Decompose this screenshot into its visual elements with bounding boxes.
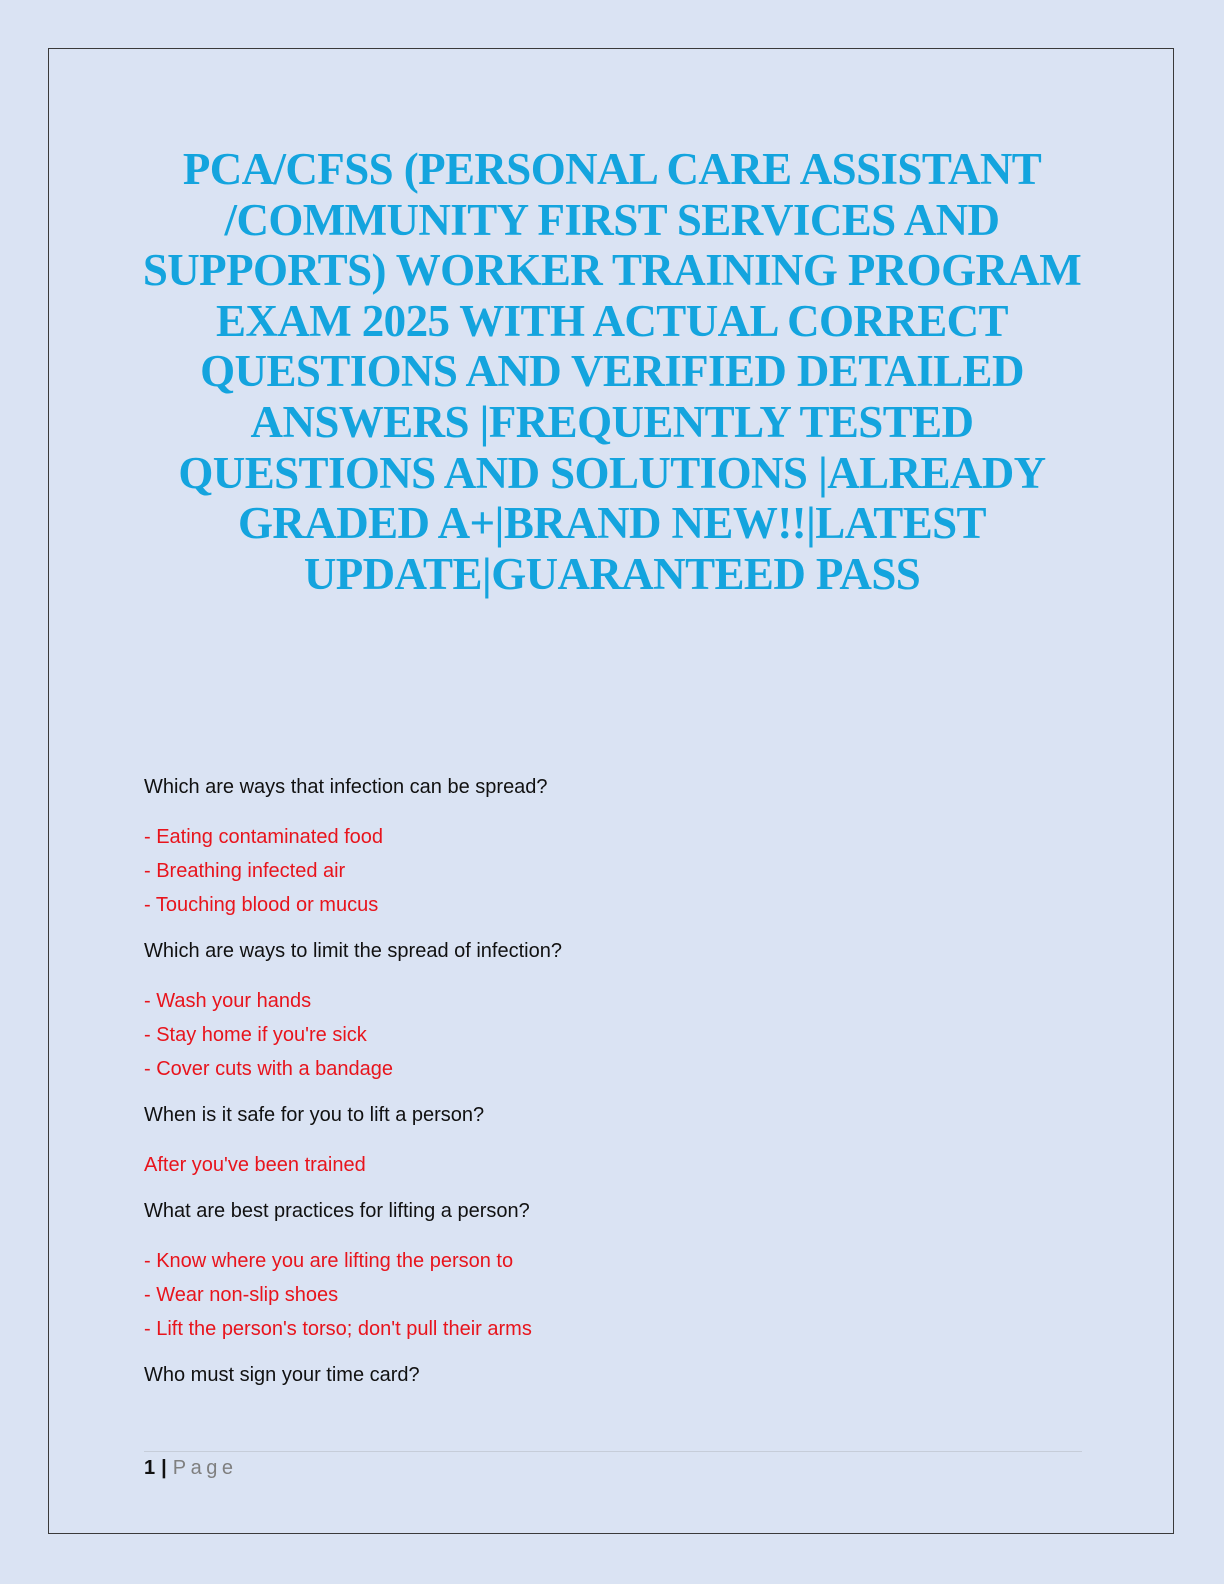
answer-group-3 [144, 1148, 1084, 1182]
answer-item: - Lift the person's torso; don't pull their arms [144, 1318, 532, 1340]
footer-separator: | [161, 1457, 167, 1479]
qa-section [144, 774, 1084, 1412]
answer-item: After you've been trained [144, 1154, 366, 1176]
question-3: When is it safe for you to lift a person? [144, 1104, 485, 1126]
page-number: 1 [144, 1457, 156, 1479]
question-2: Which are ways to limit the spread of infection? [144, 940, 562, 962]
footer-divider [144, 1451, 1082, 1452]
answer-item: - Cover cuts with a bandage [144, 1058, 394, 1080]
answer-item: - Touching blood or mucus [144, 894, 379, 916]
question-1: Which are ways that infection can be spread? [144, 776, 548, 798]
answer-group-1 [144, 820, 1084, 922]
page-footer [144, 1455, 237, 1481]
answer-item: - Know where you are lifting the person to [144, 1250, 514, 1272]
question-5: Who must sign your time card? [144, 1364, 420, 1386]
answer-group-4 [144, 1244, 1084, 1346]
page-label: Page [172, 1457, 238, 1479]
answer-item: - Wash your hands [144, 990, 312, 1012]
answer-item: - Stay home if you're sick [144, 1024, 367, 1046]
answer-item: - Wear non-slip shoes [144, 1284, 339, 1306]
answer-group-2 [144, 984, 1084, 1086]
answer-item: - Breathing infected air [144, 860, 346, 882]
document-title: PCA/CFSS (PERSONAL CARE ASSISTANT /COMMUNITY FIRST SERVICES AND SUPPORTS) WORKER TRAINING PROGRAM EXAM 2025 WITH ACTUAL CORRECT QUESTIONS AND VERIFIED DETAILED ANSWERS |FREQUENTLY TESTED QUESTIONS AND SOLUTIONS |ALREADY GRADED A+|BRAND NEW!!|LATEST UPDATE|GUARANTEED PASS [142, 144, 1082, 599]
question-4: What are best practices for lifting a person? [144, 1200, 530, 1222]
answer-item: - Eating contaminated food [144, 826, 384, 848]
